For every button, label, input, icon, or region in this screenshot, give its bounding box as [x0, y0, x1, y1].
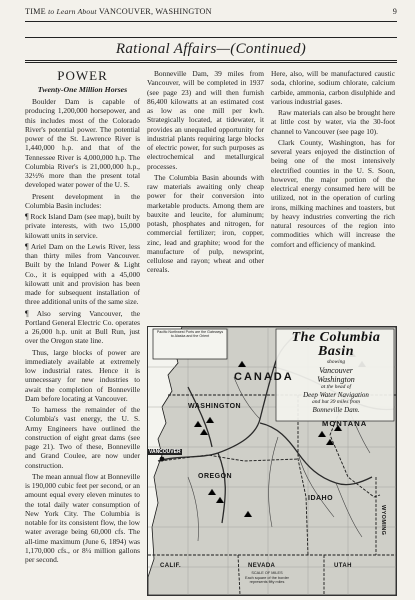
- label-idaho: IDAHO: [308, 495, 334, 502]
- paragraph: [25, 309, 140, 346]
- map-subtitle-line: Washington: [317, 375, 355, 384]
- column-3-paragraphs: [271, 69, 395, 249]
- running-title-prefix: TIME: [25, 7, 46, 16]
- running-title-italic: to Learn About: [48, 7, 97, 16]
- scale-line: SCALE OF MILES: [251, 571, 283, 575]
- column-2-paragraphs: [147, 69, 264, 275]
- paragraph-text: Present development in the Columbia Basin includes:: [25, 191, 140, 210]
- paragraph-text: Ariel Dam on the Lewis River, less than thirty miles from Vancouver. Built by the Inland Power & Light Co., it is equipped with a 45,000 kilowatt unit and provision has been made for subsequent installation of three additional units of the same size.: [25, 241, 140, 307]
- article-column-2: [147, 69, 264, 277]
- article-column-1: [25, 69, 140, 566]
- paragraph: [25, 192, 140, 211]
- section-rule-bottom-2: [25, 62, 397, 63]
- page-number: 9: [392, 7, 397, 16]
- section-rule-bottom: [25, 60, 397, 61]
- paragraph: [25, 472, 140, 565]
- paragraph: [25, 97, 140, 190]
- header-rule: [25, 21, 397, 22]
- paragraph: [271, 69, 395, 106]
- paragraph-text: Bonneville Dam, 39 miles from Vancouver, will be completed in 1937 (see page 23) and will then furnish 86,400 kilowatts at an estimated cost as low as one mill per kwh. Strategically located, at tidewater, it provides an unequalled opportunity for industrial plants requiring large blocks of electric power, for such purposes as electrochemical and metallurgical processes.: [147, 69, 264, 171]
- label-vancouver: VANCOUVER: [149, 449, 181, 455]
- label-utah: UTAH: [334, 563, 352, 569]
- pilcrow-mark: ¶: [25, 308, 29, 318]
- columbia-basin-map: [147, 326, 397, 596]
- running-title: [25, 6, 212, 18]
- paragraph: [271, 108, 395, 136]
- map-title: The Columbia Basin: [291, 330, 381, 359]
- paragraph-text: Clark County, Washington, has for several years enjoyed the distinction of being one of the most intensively electrified counties in the U. S. Soon, however, the major portion of the electrical energy consumed here will be utilized, not in the operation of curling irons, milking machines and toasters, but by heavy industries converting the rich natural resources of the region into commodities which will increase the comfort and efficiency of mankind.: [271, 137, 395, 249]
- running-head: [25, 6, 397, 18]
- vancouver-marker: [160, 457, 165, 462]
- paragraph-text: The Columbia Basin abounds with raw materials awaiting only cheap power for their conversion into marketable products. Among them are bauxite and leucite, for aluminum; potash, phosphates and nitrogen, for commercial fertilizer; iron, copper, zinc, lead and graphite; wood for the manufacture of pulp, newsprint, cellulose and rayon; wheat and other cereals.: [147, 172, 264, 275]
- label-montana: MONTANA: [322, 419, 368, 428]
- section-title: Rational Affairs—(Continued): [115, 41, 307, 57]
- inset-caption: Pacific Northwest Ports are the Gateways to Alaska and the Orient: [156, 330, 224, 339]
- paragraph-text: Rock Island Dam (see map), built by private interests, with two 15,000 kilowatt units in service.: [25, 212, 140, 240]
- label-oregon: OREGON: [198, 473, 233, 480]
- article-heading: POWER: [57, 68, 108, 83]
- label-canada: CANADA: [234, 371, 294, 383]
- scale-line: represents fifty miles: [249, 580, 285, 585]
- map-title-block: [280, 331, 392, 414]
- article-subheading: Twenty-One Million Horses: [37, 85, 128, 94]
- paragraph: [25, 242, 140, 307]
- map-scale-note: [232, 571, 302, 585]
- paragraph-text: Boulder Dam is capable of producing 1,200,000 horsepower, and this includes most of the Colorado River's potential power. The potential power of the St. Lawrence River is 1,440,000 h.p. and that of the Tennessee River is 4,000,000 h.p. The Columbia River's is 21,000,000 h.p., 32½% more than the present total developed water power of the U. S.: [25, 97, 140, 190]
- map-subtitle-line: Vancouver: [319, 366, 353, 375]
- paragraph: [25, 405, 140, 470]
- scale-line: Each square of the border: [245, 575, 289, 580]
- map-subtitle-line: Deep Water Navigation: [303, 391, 369, 399]
- paragraph: [147, 173, 264, 275]
- label-washington: WASHINGTON: [188, 403, 242, 410]
- paragraph-text: Thus, large blocks of power are immediately available at extremely low industrial rates. Hence it is unnecessary for new industries to await the completion of Bonneville Dam before locating at Vancouver.: [25, 347, 140, 403]
- paragraph-text: The mean annual flow at Bonneville is 190,000 cubic feet per second, or an amount equal every eleven minutes to the total daily water consumption of New York City. The Columbia is notable for its consistent flow, the low water average being 60,000 cfs. The all-time maximum (June 6, 1894) was 1,170,000 cfs., or 8¼ million gallons per second.: [25, 471, 140, 564]
- paragraph: [147, 69, 264, 171]
- paragraph: [25, 212, 140, 240]
- article-column-3: [271, 69, 395, 251]
- pilcrow-mark: ¶: [25, 212, 29, 221]
- map-subtitle-line: at the head of: [320, 384, 352, 390]
- column-1-paragraphs: [25, 97, 140, 564]
- map-subtitle-line: showing: [326, 359, 346, 365]
- label-nevada: NEVADA: [248, 563, 276, 569]
- map-subtitle-line: Bonneville Dam.: [312, 406, 360, 414]
- paragraph: [25, 348, 140, 404]
- section-rule-top: [25, 37, 397, 38]
- map-subtitle-line: and but 39 miles from: [311, 399, 361, 405]
- paragraph-text: Here, also, will be manufactured caustic soda, chlorine, sodium chlorate, calcium carbide, ammonia, carbon disulphide and various industrial gases.: [271, 69, 395, 106]
- paragraph: [271, 138, 395, 249]
- label-wyoming: WYOMING: [380, 505, 386, 536]
- running-title-place: VANCOUVER, WASHINGTON: [98, 7, 212, 16]
- paragraph-text: To harness the remainder of the Columbia's vast energy, the U. S. Army Engineers have outlined the construction of eight great dams (see page 21). Two of these, Bonneville and Grand Coulee, are now under construction.: [25, 405, 140, 470]
- label-california: CALIF.: [160, 563, 182, 569]
- paragraph-text: Raw materials can also be brought here at little cost by water, via the 30-foot channel to Vancouver (see page 10).: [271, 108, 395, 136]
- pilcrow-mark: ¶: [25, 241, 29, 251]
- paragraph-text: Also serving Vancouver, the Portland General Electric Co. operates a 26,000 h.p. unit at Bull Run, just over the Oregon state line.: [25, 308, 140, 346]
